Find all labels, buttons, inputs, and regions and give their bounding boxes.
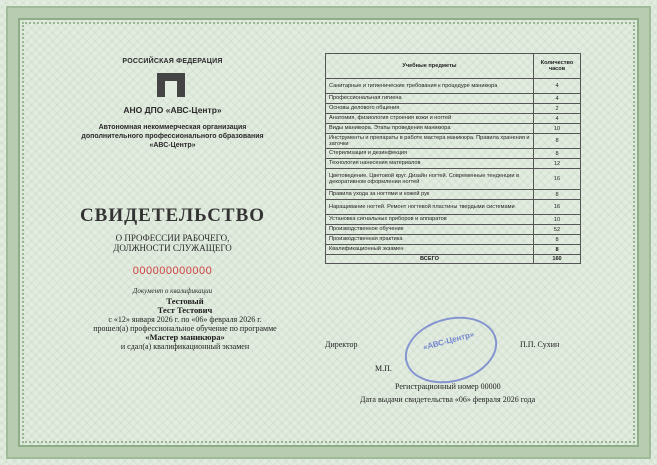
- table-row: Инструменты и препараты в работе мастера маникюра. Правила хранения и заточки 8: [326, 134, 581, 149]
- document-type: Документ о квалификации: [132, 287, 213, 295]
- holder-first-name: Тест Тестович: [157, 305, 213, 315]
- training-line: прошел(а) профессиональное обучение по программе: [93, 324, 277, 333]
- table-row: Производственное обучение 52: [326, 225, 581, 235]
- seal-stamp-icon: «АВС-Центр»: [397, 307, 504, 393]
- holder-info: [40, 297, 330, 351]
- seal-place-label: М.П.: [375, 364, 392, 373]
- certificate-title: СВИДЕТЕЛЬСТВО: [79, 205, 266, 226]
- table-row: Наращивание ногтей. Ремонт ногтевой пластины твердыми системами 16: [326, 200, 581, 215]
- table-row: Основы делового общения 2: [326, 104, 581, 114]
- table-row: Установка сигнальных приборов и аппаратов 10: [326, 215, 581, 225]
- table-row: Технология нанесения материалов 12: [326, 159, 581, 169]
- subjects-table-wrap: [325, 53, 581, 264]
- table-row: Правила ухода за ногтями и кожей рук 8: [326, 190, 581, 200]
- table-row: Виды маникюра. Этапы проведения маникюра 10: [326, 124, 581, 134]
- table-row: Анатомия, физиология строения кожи и ногтей 4: [326, 114, 581, 124]
- org-short-name: АНО ДПО «АВС-Центр»: [123, 105, 222, 115]
- issue-date: Дата выдачи свидетельства «06» февраля 2026 года: [360, 395, 536, 404]
- table-row: Производственная практика 8: [326, 235, 581, 245]
- federation-label: РОССИЙСКАЯ ФЕДЕРАЦИЯ: [122, 58, 223, 65]
- registration-number: Регистрационный номер 00000: [395, 382, 501, 391]
- director-label: Директор: [325, 340, 358, 349]
- header-subject: Учебные предметы: [326, 54, 534, 79]
- holder-last-name: Тестовый: [166, 296, 204, 306]
- table-total-row: ВСЕГО 160: [326, 255, 581, 264]
- table-row: Стерилизация и дезинфекция 8: [326, 149, 581, 159]
- table-row: Санитарные и гигиенические требования к процедуре маникюра 4: [326, 79, 581, 94]
- director-name: П.П. Сухин: [520, 340, 560, 349]
- org-full-name: Автономная некоммерческая организация дополнительного профессионального образования «АВС-Центр»: [81, 124, 264, 149]
- org-logo-icon: [153, 73, 193, 101]
- subjects-table: [325, 53, 581, 264]
- certificate-subtitle: О ПРОФЕССИИ РАБОЧЕГО, ДОЛЖНОСТИ СЛУЖАЩЕГО: [113, 233, 232, 253]
- left-page: [40, 50, 305, 295]
- header-hours: Количество часов: [534, 54, 581, 79]
- table-row: Цветоведение. Цветовой круг. Дизайн ногтей. Современные тенденции в декоративном оформлении ногтей 16: [326, 169, 581, 190]
- exam-line: и сдал(а) квалификационный экзамен: [120, 342, 250, 351]
- certificate-number: 000000000000: [132, 265, 213, 277]
- table-row: Квалификационный экзамен 8: [326, 245, 581, 255]
- training-period: с «12» января 2026 г. по «06» февраля 2026 г.: [108, 315, 262, 324]
- program-name: «Мастер маникюра»: [145, 332, 225, 342]
- table-row: Профессиональная гигиена 4: [326, 94, 581, 104]
